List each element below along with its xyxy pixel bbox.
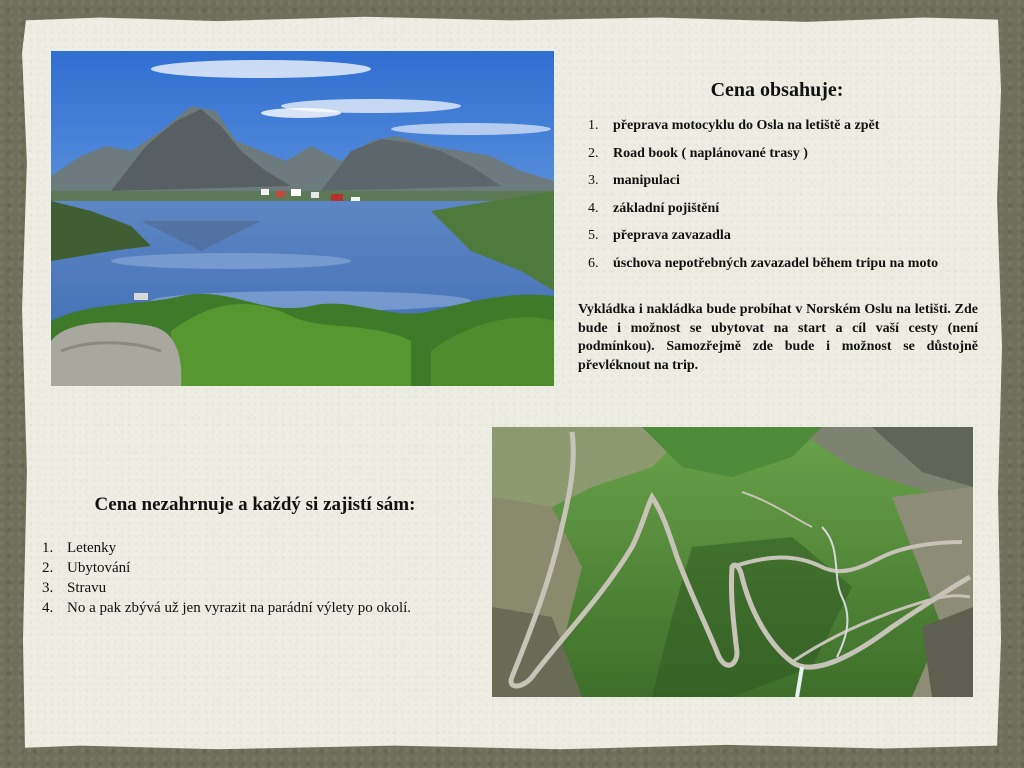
list-item: 4. No a pak zbývá už jen vyrazit na parádní výlety po okolí. — [42, 600, 412, 616]
list-item: 2. Road book ( naplánované trasy ) — [588, 145, 808, 161]
includes-list — [588, 117, 1008, 283]
serpentine-road-photo — [492, 427, 973, 697]
list-item: 5. přeprava zavazadla — [588, 228, 731, 244]
pickup-note-paragraph: Vykládka i nakládka bude probíhat v Norském Oslu na letišti. Zde bude i možnost se ubytovat na start a cíl vaší cesty (není podmínkou). Samozřejmě zde bude i možnost se důstojně převléknout na trip. — [578, 302, 978, 374]
list-item: 3. manipulaci — [588, 173, 680, 189]
list-item: 2. Ubytování — [42, 560, 131, 576]
excludes-heading: Cena nezahrnuje a každý si zajistí sám: — [94, 494, 416, 515]
list-item: 6. úschova nepotřebných zavazadel během tripu na moto — [588, 255, 939, 271]
list-item: 1. přeprava motocyklu do Osla na letiště a zpět — [588, 118, 880, 133]
fjord-village-photo — [51, 51, 554, 386]
includes-heading: Cena obsahuje: — [710, 79, 844, 101]
list-item: 4. základní pojištění — [588, 200, 720, 216]
list-item: 1. Letenky — [42, 540, 117, 556]
list-item: 3. Stravu — [42, 580, 107, 596]
excludes-list — [42, 539, 482, 619]
